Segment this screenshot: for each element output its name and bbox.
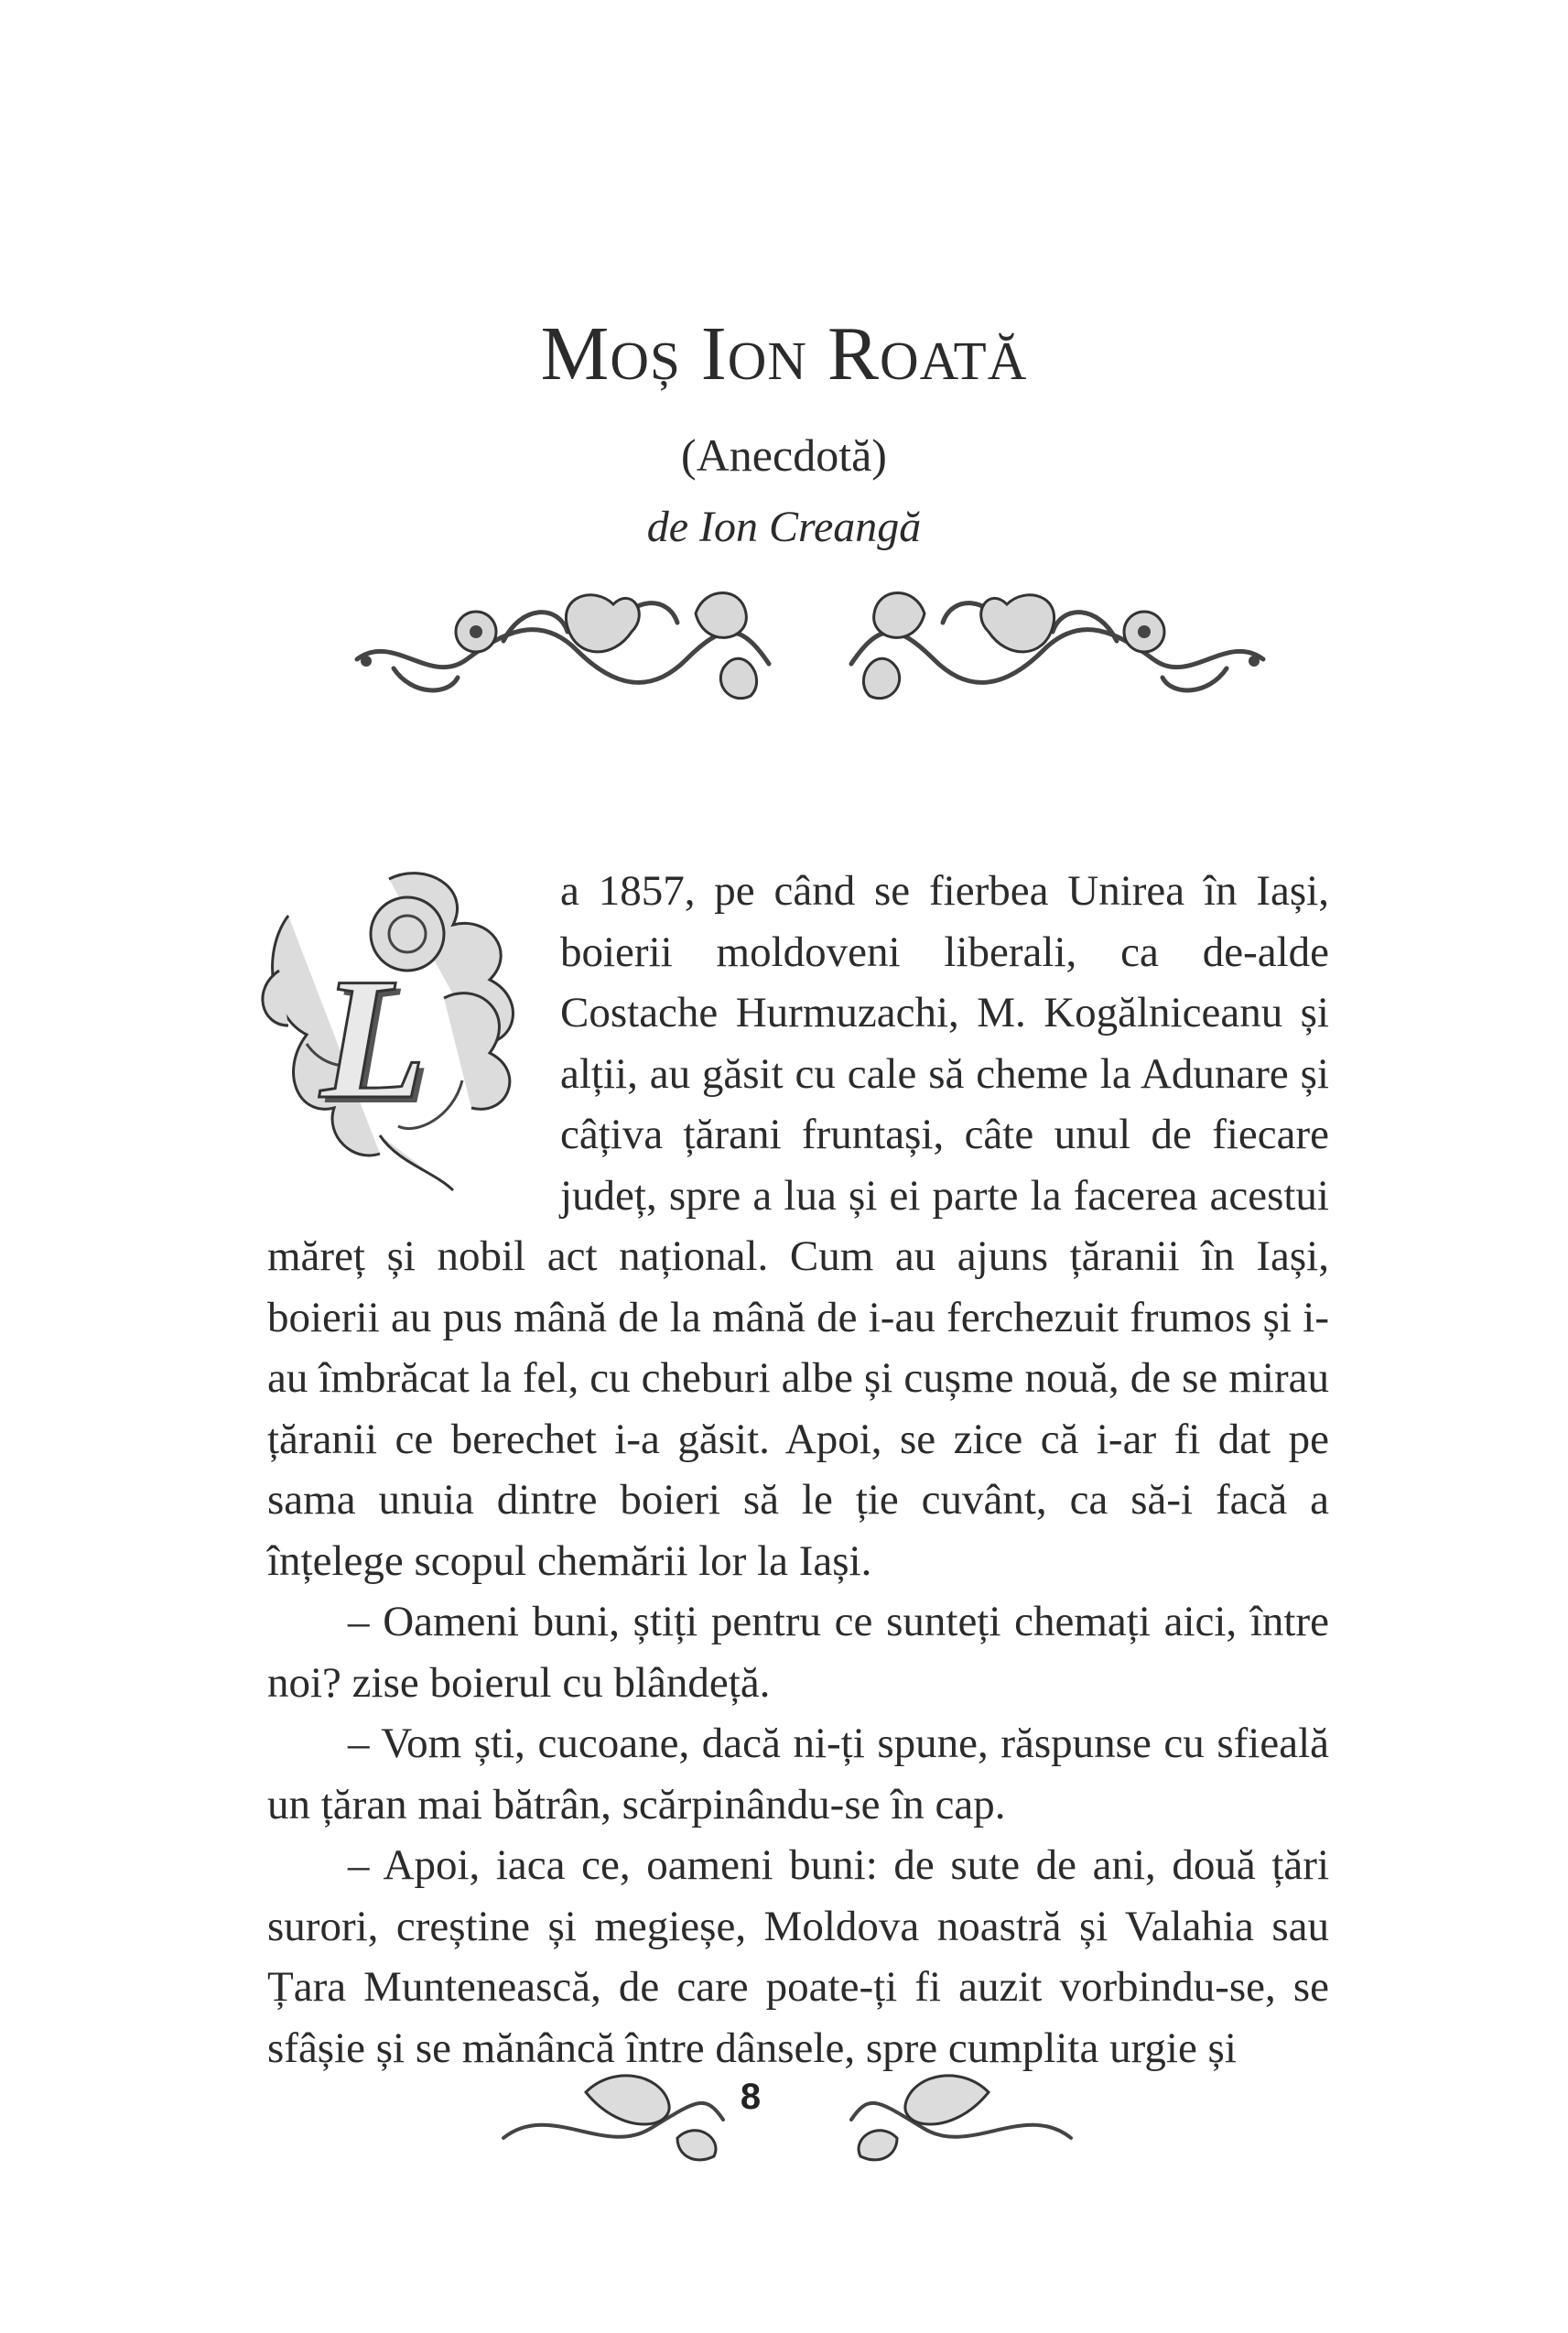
floral-ornament-footer (494, 2065, 1080, 2165)
page-number: 8 (740, 2077, 762, 2117)
initial-letter: L (320, 943, 427, 1135)
chapter-author: de Ion Creangă (646, 503, 922, 551)
initial-spacer (267, 861, 560, 1218)
chapter-title: Moș Ion Roată (540, 311, 1028, 396)
paragraph-4: – Apoi, iaca ce, oameni buni: de sute de ani, două țări surori, creștine și megieșe, Moldova noastră și Valahia sau Țara Muntenească, de care poate-ți fi auzit vorbindu-se, se sfâșie și se mănâncă între dânsele, spre cumplita urgie și (267, 1841, 1329, 2072)
paragraph-2: – Oameni buni, știți pentru ce sunteți chemați aici, între noi? zise boierul cu blândeță. (267, 1598, 1329, 1707)
paragraph-1: a 1857, pe când se fierbea Unirea în Iași, boierii moldoveni liberali, ca de-alde Costache Hurmuzachi, M. Kogălniceanu și alții, au găsit cu cale să cheme la Adunare și câțiva țărani fruntași, câte unul de fiecare județ, spre a lua și ei parte la facerea acestui măreț și nobil act național. Cum au ajuns țăranii în Iași, boierii au pus mână de la mână de i-au ferchezuit frumos și i-au îmbrăcat la fel, cu cheburi albe și cușme nouă, de se mirau țăranii ce berechet i-a găsit. Apoi, se zice că i-ar fi dat pe sama unuia dintre boieri să le ție cuvânt, ca să-i facă a înțelege scopul chemării lor la Iași. (267, 867, 1329, 1585)
floral-ornament-header (339, 577, 1281, 714)
chapter-subtitle: (Anecdotă) (681, 429, 887, 481)
story-text (267, 861, 1329, 2078)
paragraph-3: – Vom ști, cucoane, dacă ni-ți spune, răspunse cu sfieală un țăran mai bătrân, scărpinându-se în cap. (267, 1720, 1329, 1828)
